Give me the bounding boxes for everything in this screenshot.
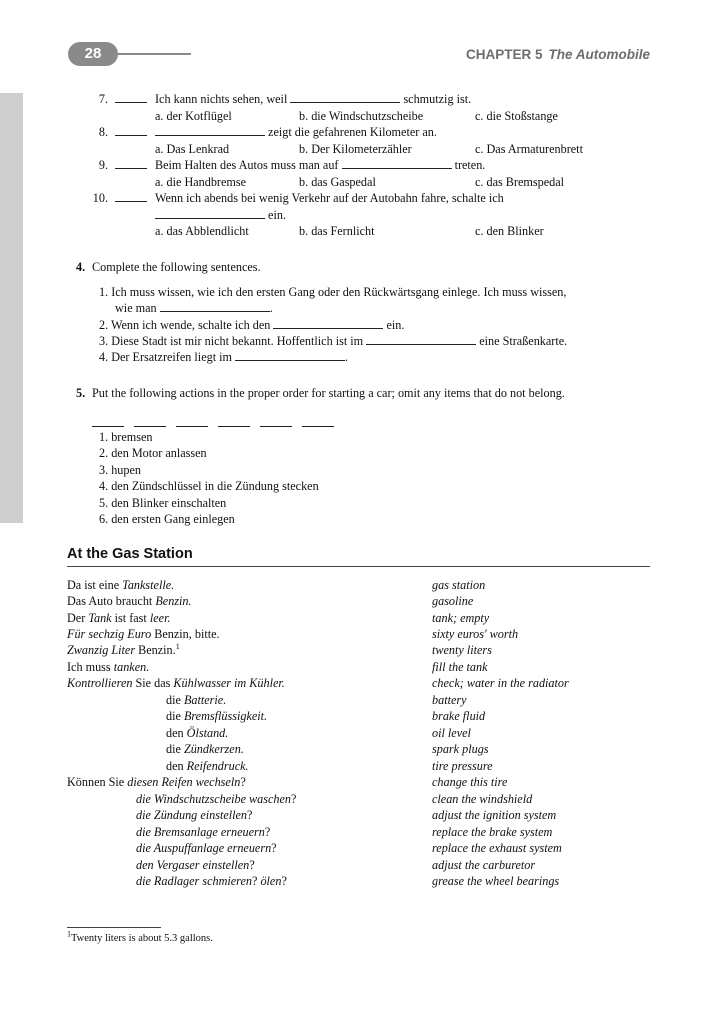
vocab-de-12 — [166, 759, 249, 774]
q10-option-c: c. den Blinker — [475, 224, 544, 238]
vocab-en-4: sixty euros' worth — [432, 627, 519, 641]
vocab-7-term-a: Kontrollieren — [67, 676, 133, 690]
vocab-en-9: brake fluid — [432, 709, 486, 723]
vocab-3-text-b: ist fast — [111, 611, 150, 625]
vocab-11-term: Zündkerzen. — [183, 742, 244, 756]
exercise-5-item-4: 4. den Zündschlüssel in die Zündung stecken — [99, 479, 319, 493]
q8-answer-blank[interactable] — [115, 125, 147, 140]
order-blank-4[interactable] — [218, 426, 250, 427]
q8-option-a: a. Das Lenkrad — [155, 142, 230, 156]
vocab-de-13 — [67, 775, 246, 790]
vocab-9-term: Bremsflüssigkeit. — [183, 709, 268, 723]
q7-option-c: c. die Stoßstange — [475, 109, 558, 123]
vocab-15-term: die Zündung einstellen — [136, 808, 248, 822]
vocab-14-term: die Windschutzscheibe waschen — [136, 792, 292, 806]
vocab-19-term-b: ölen — [260, 874, 282, 888]
q7-fill-blank[interactable] — [290, 102, 400, 103]
footnote-rule — [67, 927, 161, 928]
vocab-12-text: den — [166, 759, 187, 773]
q7-stem — [155, 92, 471, 107]
vocab-en-2: gasoline — [432, 594, 474, 608]
exercise-4-item-1-blank[interactable] — [160, 311, 270, 312]
vocab-15-qmark: ? — [247, 808, 253, 822]
q8-number: 8. — [98, 125, 108, 139]
vocab-de-18 — [136, 858, 255, 873]
q8-stem — [155, 125, 437, 140]
vocab-de-16 — [136, 825, 270, 840]
exercise-4-item-4-blank[interactable] — [235, 360, 345, 361]
vocab-5-term: Zwanzig Liter — [67, 643, 136, 657]
footnote-text: Twenty liters is about 5.3 gallons. — [71, 933, 213, 944]
q8-stem-post: zeigt die gefahrenen Kilometer an. — [268, 125, 437, 139]
q10-stem-line2 — [155, 208, 286, 223]
vocab-17-qmark: ? — [271, 841, 277, 855]
vocab-16-qmark: ? — [264, 825, 271, 839]
exercise-4-item-1-pre: wie man — [115, 301, 157, 315]
vocab-2-text: Das Auto braucht — [67, 594, 156, 608]
vocab-16-term: die Bremsanlage erneuern — [136, 825, 265, 839]
exercise-5-item-5: 5. den Blinker einschalten — [99, 496, 227, 510]
section-title: At the Gas Station — [67, 546, 193, 562]
vocab-13-text: Können Sie — [67, 775, 128, 789]
vocab-8-text: die — [166, 693, 184, 707]
vocab-en-6: fill the tank — [432, 660, 488, 674]
vocab-en-11: spark plugs — [432, 742, 489, 756]
side-tab-bar — [0, 93, 23, 523]
vocab-8-term: Batterie. — [183, 693, 227, 707]
exercise-4-item-3 — [99, 334, 567, 349]
exercise-4-item-3-post: eine Straßenkarte. — [479, 334, 568, 348]
vocab-1-text: Da ist eine — [67, 578, 123, 592]
vocab-de-3 — [67, 611, 171, 626]
vocab-13-term: diesen Reifen wechseln — [127, 775, 241, 789]
vocab-en-15: adjust the ignition system — [432, 808, 557, 822]
q9-option-a: a. die Handbremse — [155, 175, 247, 189]
exercise-4-item-4-post: . — [345, 350, 349, 364]
order-blank-5[interactable] — [260, 426, 292, 427]
exercise-4-item-4 — [99, 350, 348, 365]
q7-stem-pre: Ich kann nichts sehen, weil — [155, 92, 288, 106]
exercise-4-item-2 — [99, 318, 404, 333]
q10-fill-blank[interactable] — [155, 218, 265, 219]
exercise-4-item-2-post: ein. — [386, 318, 405, 332]
q10-answer-blank[interactable] — [115, 191, 147, 206]
vocab-en-10: oil level — [432, 726, 471, 740]
vocab-18-qmark: ? — [249, 858, 255, 872]
order-blank-6[interactable] — [302, 426, 334, 427]
vocab-de-9 — [166, 709, 267, 724]
q10-stem-post: ein. — [268, 208, 286, 222]
vocab-en-14: clean the windshield — [432, 792, 533, 806]
vocab-7-term-b: Kühlwasser im Kühler. — [173, 676, 285, 690]
vocab-13-qmark: ? — [240, 775, 246, 789]
vocab-19-term-a: die Radlager schmieren — [136, 874, 252, 888]
exercise-4-item-1-post: . — [269, 301, 273, 315]
q8-option-c: c. Das Armaturenbrett — [475, 142, 583, 156]
vocab-3-term-b: leer. — [149, 611, 171, 625]
q8-option-b: b. Der Kilometerzähler — [299, 142, 412, 156]
q9-stem — [155, 158, 485, 173]
page-number-badge: 28 — [68, 42, 118, 66]
vocab-en-18: adjust the carburetor — [432, 858, 536, 872]
vocab-14-qmark: ? — [291, 792, 297, 806]
exercise-4-item-3-blank[interactable] — [366, 344, 476, 345]
q9-option-c: c. das Bremspedal — [475, 175, 565, 189]
exercise-5-number: 5. — [76, 386, 86, 400]
vocab-de-10 — [166, 726, 228, 741]
q7-number: 7. — [98, 92, 108, 106]
exercise-5-instruction: Put the following actions in the proper order for starting a car; omit any items that do not belong. — [92, 386, 565, 400]
q9-stem-post: treten. — [454, 158, 486, 172]
q9-answer-blank[interactable] — [115, 158, 147, 173]
exercise-5-item-1: 1. bremsen — [99, 430, 153, 444]
vocab-10-text: den — [166, 726, 187, 740]
vocab-18-term: den Vergaser einstellen — [136, 858, 250, 872]
vocab-de-19 — [136, 874, 287, 889]
vocab-17-term: die Auspuffanlage erneuern — [136, 841, 272, 855]
vocab-5-text: Benzin. — [135, 643, 176, 657]
exercise-4-item-3-pre: 3. Diese Stadt ist mir nicht bekannt. Hoffentlich ist im — [99, 334, 364, 348]
order-blank-3[interactable] — [176, 426, 208, 427]
q9-fill-blank[interactable] — [342, 168, 452, 169]
q9-stem-pre: Beim Halten des Autos muss man auf — [155, 158, 339, 172]
q7-answer-blank[interactable] — [115, 92, 147, 107]
vocab-19-qmark-a: ? — [251, 874, 261, 888]
vocab-4-term: Für sechzig Euro — [67, 627, 152, 641]
q7-option-b: b. die Windschutzscheibe — [299, 109, 424, 123]
header-rule — [118, 53, 191, 55]
footnote-ref[interactable]: 1 — [175, 641, 180, 651]
vocab-de-6 — [67, 660, 149, 675]
vocab-1-term: Tankstelle. — [122, 578, 175, 592]
vocab-6-text: Ich muss — [67, 660, 114, 674]
footnote-marker: 1 — [67, 929, 71, 939]
vocab-de-17 — [136, 841, 277, 856]
exercise-4-item-1-line2 — [115, 301, 273, 316]
vocab-en-5: twenty liters — [432, 643, 492, 657]
q10-option-a: a. das Abblendlicht — [155, 224, 249, 238]
q8-fill-blank[interactable] — [155, 135, 265, 136]
exercise-4-instruction: Complete the following sentences. — [92, 260, 261, 274]
vocab-de-2 — [67, 594, 192, 609]
exercise-4-number: 4. — [76, 260, 86, 274]
exercise-4-item-1-line1: 1. Ich muss wissen, wie ich den ersten Gang oder den Rückwärtsgang einlege. Ich muss wissen, — [99, 285, 567, 299]
exercise-4-item-2-pre: 2. Wenn ich wende, schalte ich den — [99, 318, 271, 332]
exercise-5-answer-blanks — [92, 416, 334, 431]
vocab-6-term: tanken. — [113, 660, 150, 674]
vocab-en-17: replace the exhaust system — [432, 841, 562, 855]
vocab-en-12: tire pressure — [432, 759, 493, 773]
vocab-de-15 — [136, 808, 252, 823]
vocab-en-1: gas station — [432, 578, 486, 592]
vocab-de-14 — [136, 792, 296, 807]
vocab-en-19: grease the wheel bearings — [432, 874, 560, 888]
vocab-10-term: Ölstand. — [186, 726, 229, 740]
exercise-4-item-4-pre: 4. Der Ersatzreifen liegt im — [99, 350, 232, 364]
exercise-5-item-6: 6. den ersten Gang einlegen — [99, 512, 235, 526]
vocab-en-7: check; water in the radiator — [432, 676, 569, 690]
exercise-5-item-2: 2. den Motor anlassen — [99, 446, 207, 460]
vocab-de-8 — [166, 693, 226, 708]
chapter-title: The Automobile — [548, 47, 650, 62]
vocab-en-16: replace the brake system — [432, 825, 553, 839]
section-rule — [67, 566, 650, 567]
exercise-5-item-3: 3. hupen — [99, 463, 141, 477]
chapter-heading — [466, 47, 650, 62]
vocab-9-text: die — [166, 709, 184, 723]
vocab-en-13: change this tire — [432, 775, 508, 789]
order-blank-1[interactable] — [92, 426, 124, 427]
vocab-de-5 — [67, 643, 180, 658]
vocab-11-text: die — [166, 742, 184, 756]
q9-number: 9. — [98, 158, 108, 172]
q7-option-a: a. der Kotflügel — [155, 109, 232, 123]
q10-option-b: b. das Fernlicht — [299, 224, 375, 238]
vocab-4-text: Benzin, bitte. — [151, 627, 220, 641]
vocab-de-4 — [67, 627, 220, 642]
vocab-en-8: battery — [432, 693, 467, 707]
vocab-19-qmark-b: ? — [281, 874, 287, 888]
q10-stem-line1: Wenn ich abends bei wenig Verkehr auf der Autobahn fahre, schalte ich — [155, 191, 504, 205]
footnote — [67, 929, 213, 944]
vocab-de-7 — [67, 676, 285, 691]
vocab-2-term: Benzin. — [155, 594, 192, 608]
vocab-de-1 — [67, 578, 174, 593]
q7-stem-post: schmutzig ist. — [403, 92, 472, 106]
q10-number: 10. — [92, 191, 108, 205]
vocab-de-11 — [166, 742, 244, 757]
q9-option-b: b. das Gaspedal — [299, 175, 376, 189]
vocab-7-text: Sie das — [132, 676, 174, 690]
vocab-en-3: tank; empty — [432, 611, 490, 625]
vocab-3-term-a: Tank — [88, 611, 112, 625]
exercise-4-item-2-blank[interactable] — [273, 328, 383, 329]
order-blank-2[interactable] — [134, 426, 166, 427]
vocab-3-text-a: Der — [67, 611, 89, 625]
vocab-12-term: Reifendruck. — [186, 759, 249, 773]
chapter-label: CHAPTER 5 — [465, 47, 543, 62]
